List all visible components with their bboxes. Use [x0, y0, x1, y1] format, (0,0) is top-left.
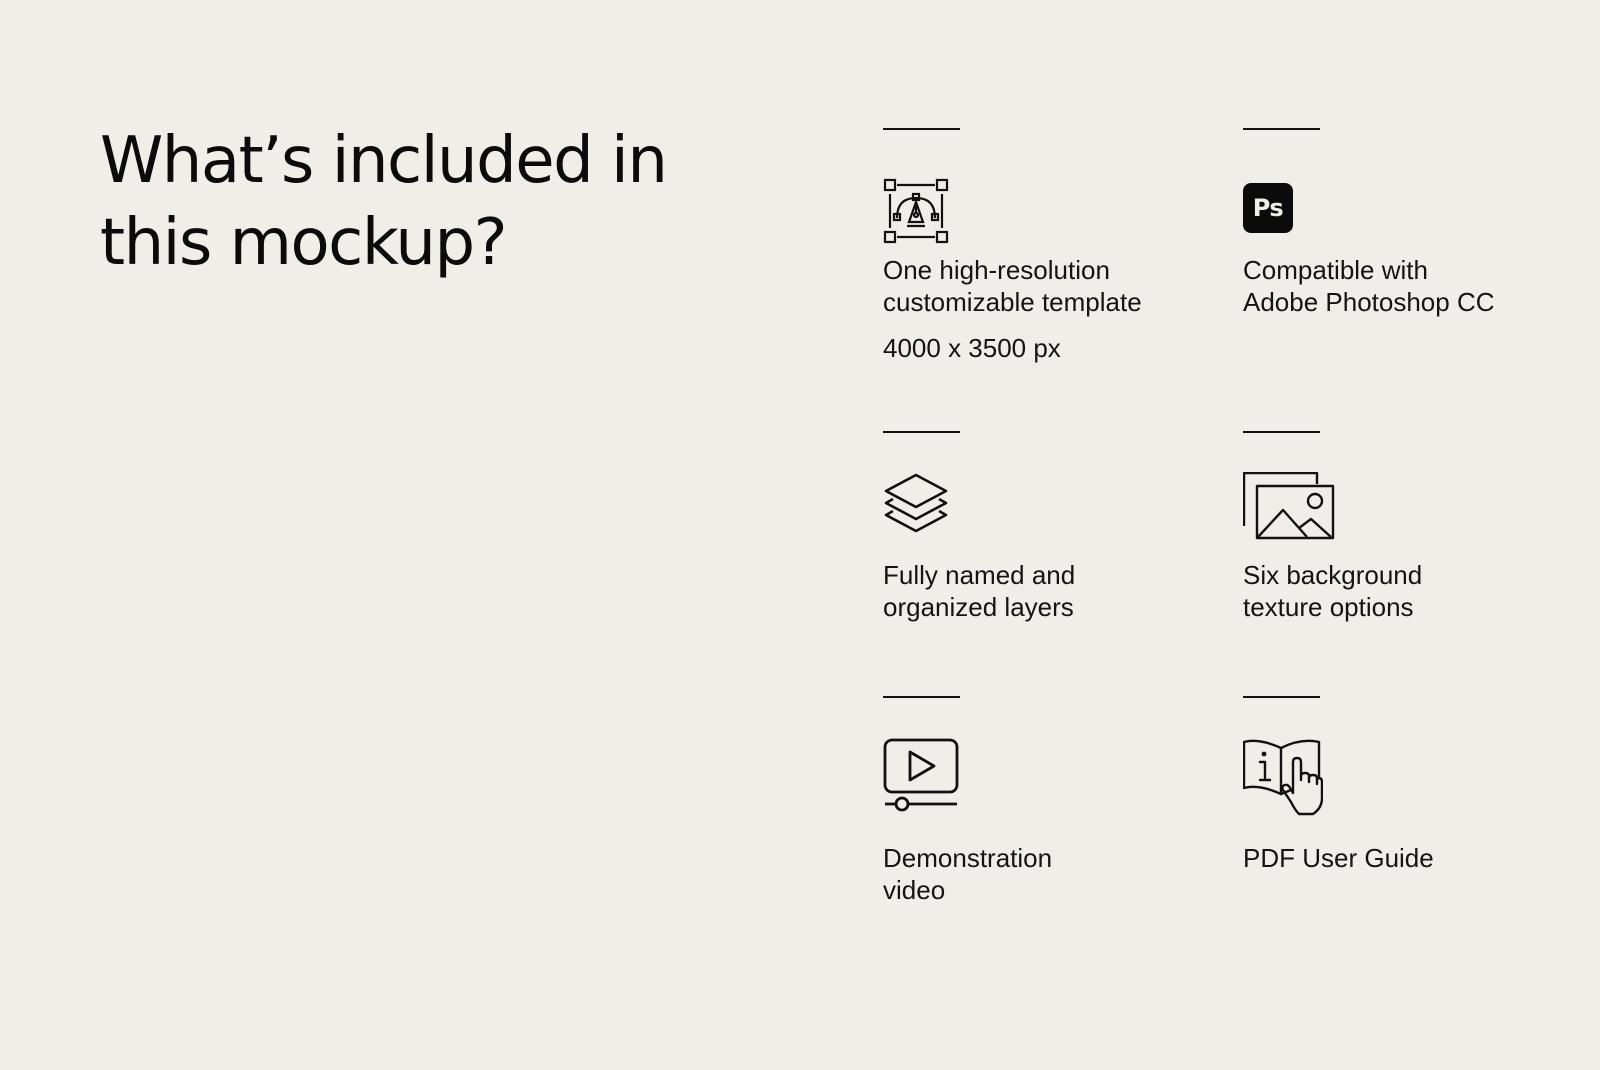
- feature-layers: [883, 431, 1213, 622]
- guide-book-icon: [1243, 738, 1323, 818]
- feature-label: One high-resolution customizable template: [883, 255, 1142, 317]
- feature-detail: 4000 x 3500 px: [883, 333, 1061, 363]
- video-play-icon: [883, 738, 959, 812]
- feature-label: PDF User Guide: [1243, 843, 1434, 873]
- feature-divider: [883, 696, 960, 698]
- feature-label: Compatible with Adobe Photoshop CC: [1243, 255, 1495, 317]
- photoshop-icon-label: Ps: [1243, 183, 1293, 233]
- feature-divider: [883, 431, 960, 433]
- feature-divider: [1243, 431, 1320, 433]
- feature-video: [883, 696, 1213, 905]
- vector-pen-icon: [883, 178, 949, 244]
- feature-photoshop: [1243, 128, 1573, 317]
- feature-backgrounds: [1243, 431, 1573, 622]
- feature-label: Demonstration video: [883, 843, 1053, 905]
- feature-label: Six background texture options: [1243, 560, 1423, 622]
- page-title-line-1: What’s included in: [100, 124, 667, 198]
- feature-label: Fully named and organized layers: [883, 560, 1076, 622]
- page-title-line-2: this mockup?: [100, 206, 507, 280]
- images-icon: [1243, 472, 1335, 540]
- feature-divider: [1243, 128, 1320, 130]
- feature-divider: [1243, 696, 1320, 698]
- photoshop-icon: [1243, 183, 1293, 233]
- feature-template: [883, 128, 1213, 363]
- feature-divider: [883, 128, 960, 130]
- page-title: [100, 120, 740, 284]
- layers-icon: [883, 471, 949, 537]
- feature-guide: [1243, 696, 1573, 873]
